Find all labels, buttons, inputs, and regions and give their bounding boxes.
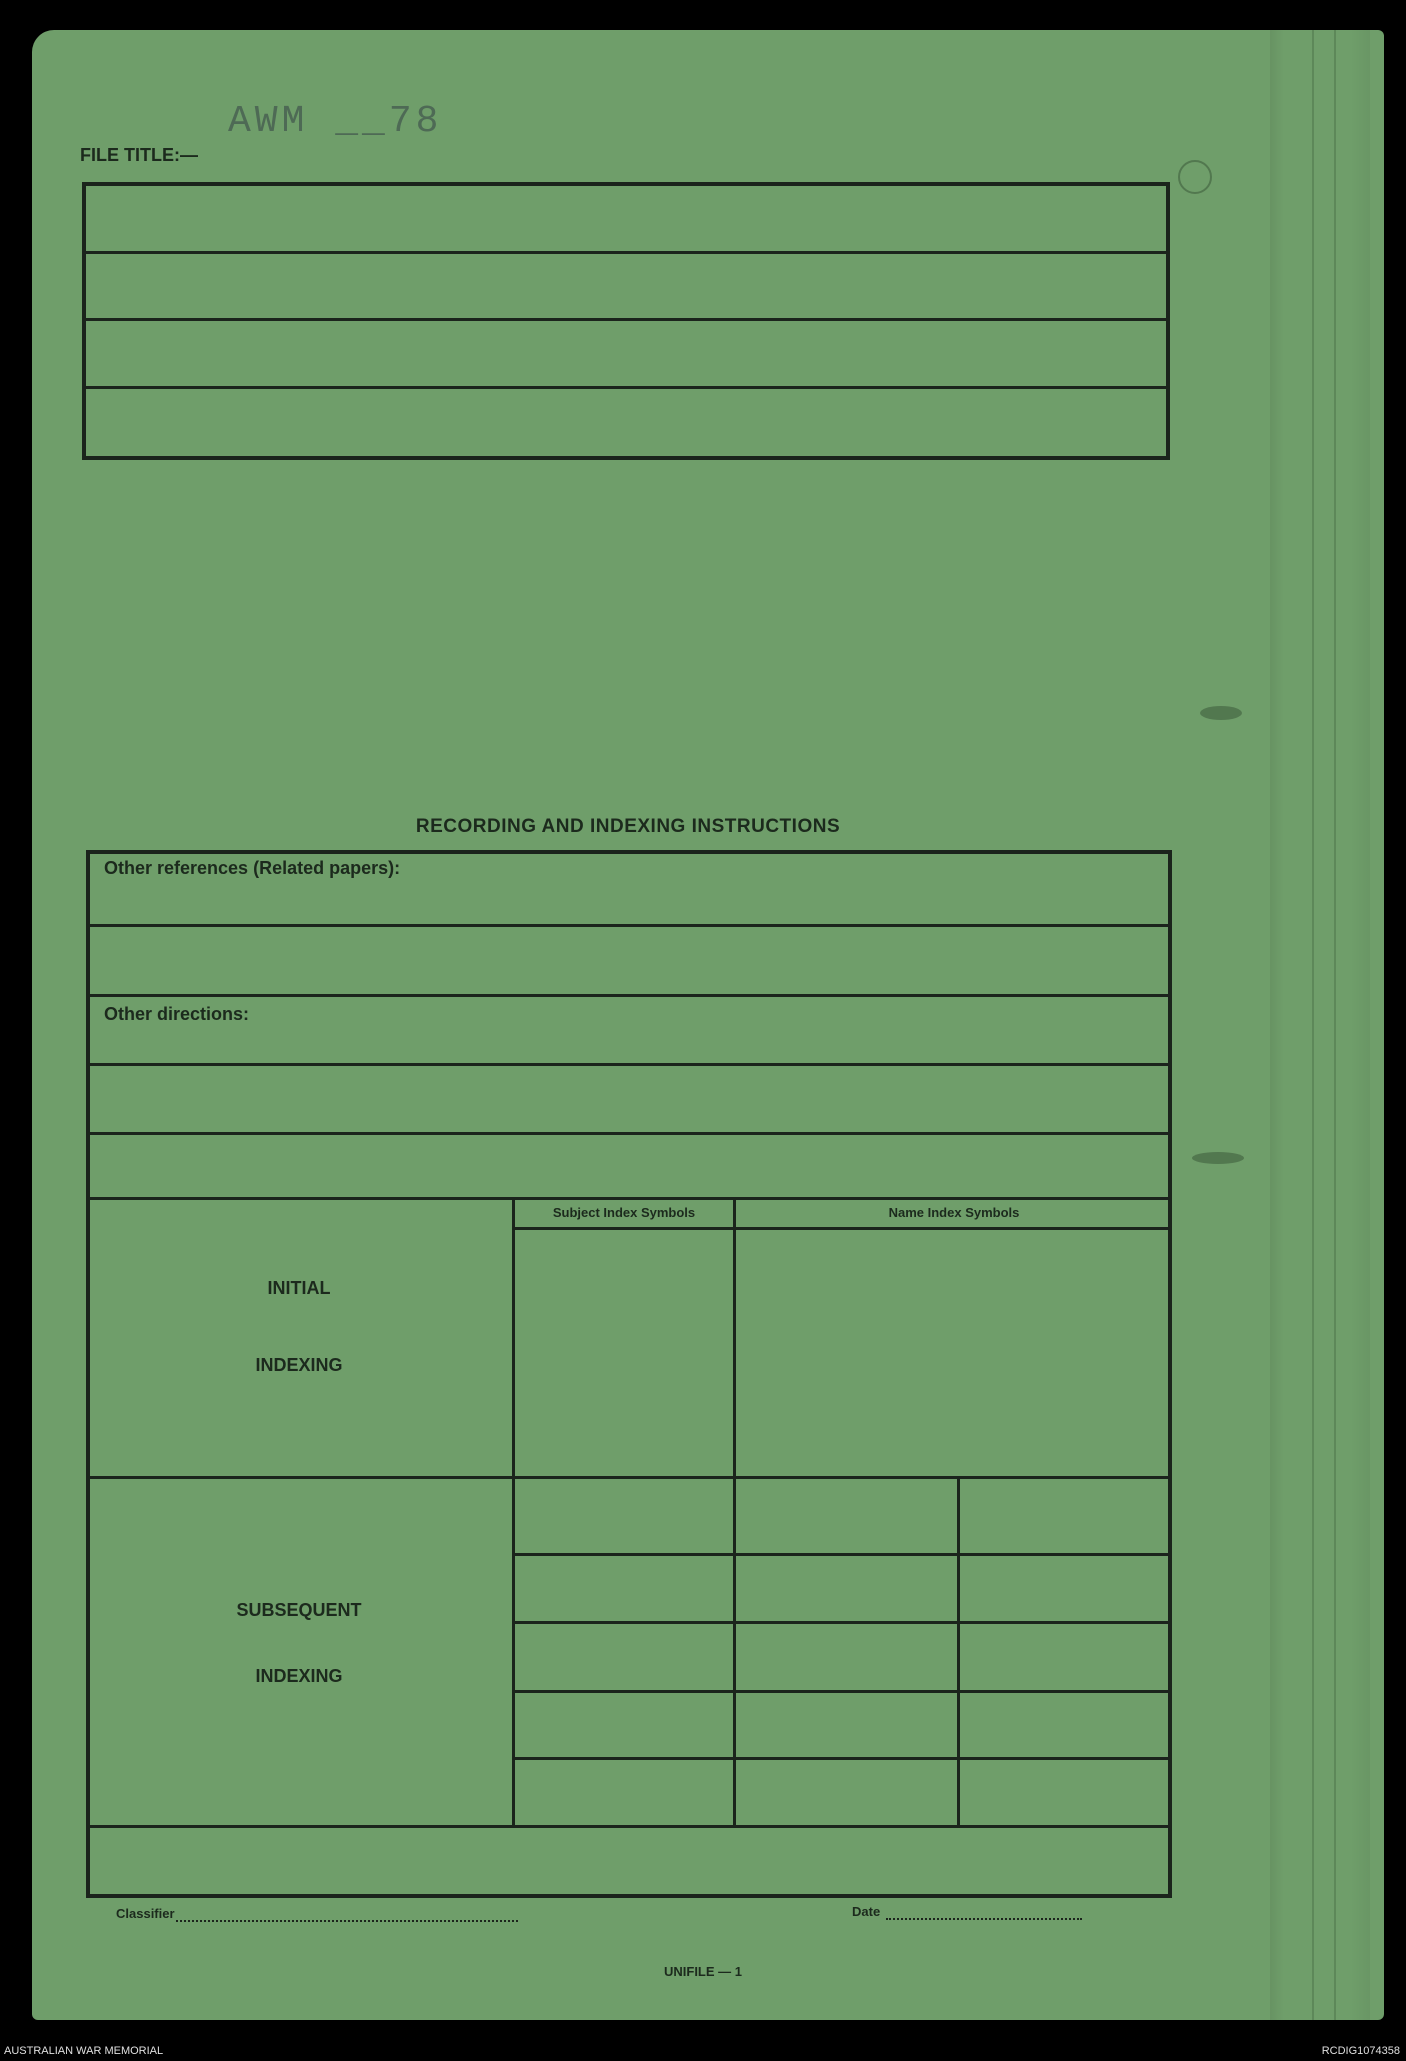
form-line — [514, 1553, 1172, 1556]
name-index-symbols-header: Name Index Symbols — [888, 1205, 1020, 1220]
form-line — [86, 1197, 1172, 1200]
section-heading: RECORDING AND INDEXING INSTRUCTIONS — [415, 816, 841, 837]
form-divider — [512, 1197, 515, 1827]
form-code: UNIFILE — 1 — [663, 1964, 742, 1979]
punch-hole — [1192, 1152, 1244, 1164]
form-line — [514, 1690, 1172, 1693]
punch-hole — [1200, 706, 1242, 720]
subsequent-indexing-label: INDEXING — [255, 1666, 343, 1686]
form-line — [86, 1476, 1172, 1479]
classifier-label: Classifier — [116, 1906, 175, 1921]
other-references-label: Other references (Related papers): — [104, 858, 401, 878]
file-title-line[interactable] — [86, 389, 1166, 457]
footer-record-id: RCDIG1074358 — [1321, 2045, 1400, 2057]
spine-fold-line — [1312, 30, 1314, 2020]
form-line — [86, 1825, 1172, 1828]
date-field[interactable] — [886, 1918, 1082, 1920]
form-line — [514, 1621, 1172, 1624]
file-title-line[interactable] — [86, 321, 1166, 389]
awm-stamp: AWM __78 — [228, 100, 443, 143]
form-line — [86, 1063, 1172, 1066]
spine-fold-line — [1334, 30, 1336, 2020]
date-label: Date — [852, 1904, 881, 1919]
form-line — [86, 1132, 1172, 1135]
file-title-box — [82, 182, 1170, 460]
punch-hole — [1178, 160, 1212, 194]
form-line — [514, 1757, 1172, 1760]
form-divider — [733, 1197, 736, 1827]
file-title-line[interactable] — [86, 186, 1166, 254]
file-title-label: FILE TITLE:— — [80, 145, 198, 165]
form-divider — [957, 1476, 960, 1827]
footer-institution: AUSTRALIAN WAR MEMORIAL — [4, 2045, 164, 2057]
subsequent-label: SUBSEQUENT — [236, 1600, 362, 1620]
initial-indexing-label: INDEXING — [255, 1355, 343, 1375]
initial-label: INITIAL — [267, 1278, 331, 1298]
form-line — [86, 924, 1172, 927]
other-directions-label: Other directions: — [104, 1004, 250, 1024]
folder-spine — [1270, 30, 1370, 2020]
form-line — [514, 1227, 1172, 1230]
classifier-field[interactable] — [176, 1920, 518, 1922]
form-line — [86, 994, 1172, 997]
file-title-line[interactable] — [86, 254, 1166, 322]
subject-index-symbols-header: Subject Index Symbols — [552, 1205, 696, 1220]
